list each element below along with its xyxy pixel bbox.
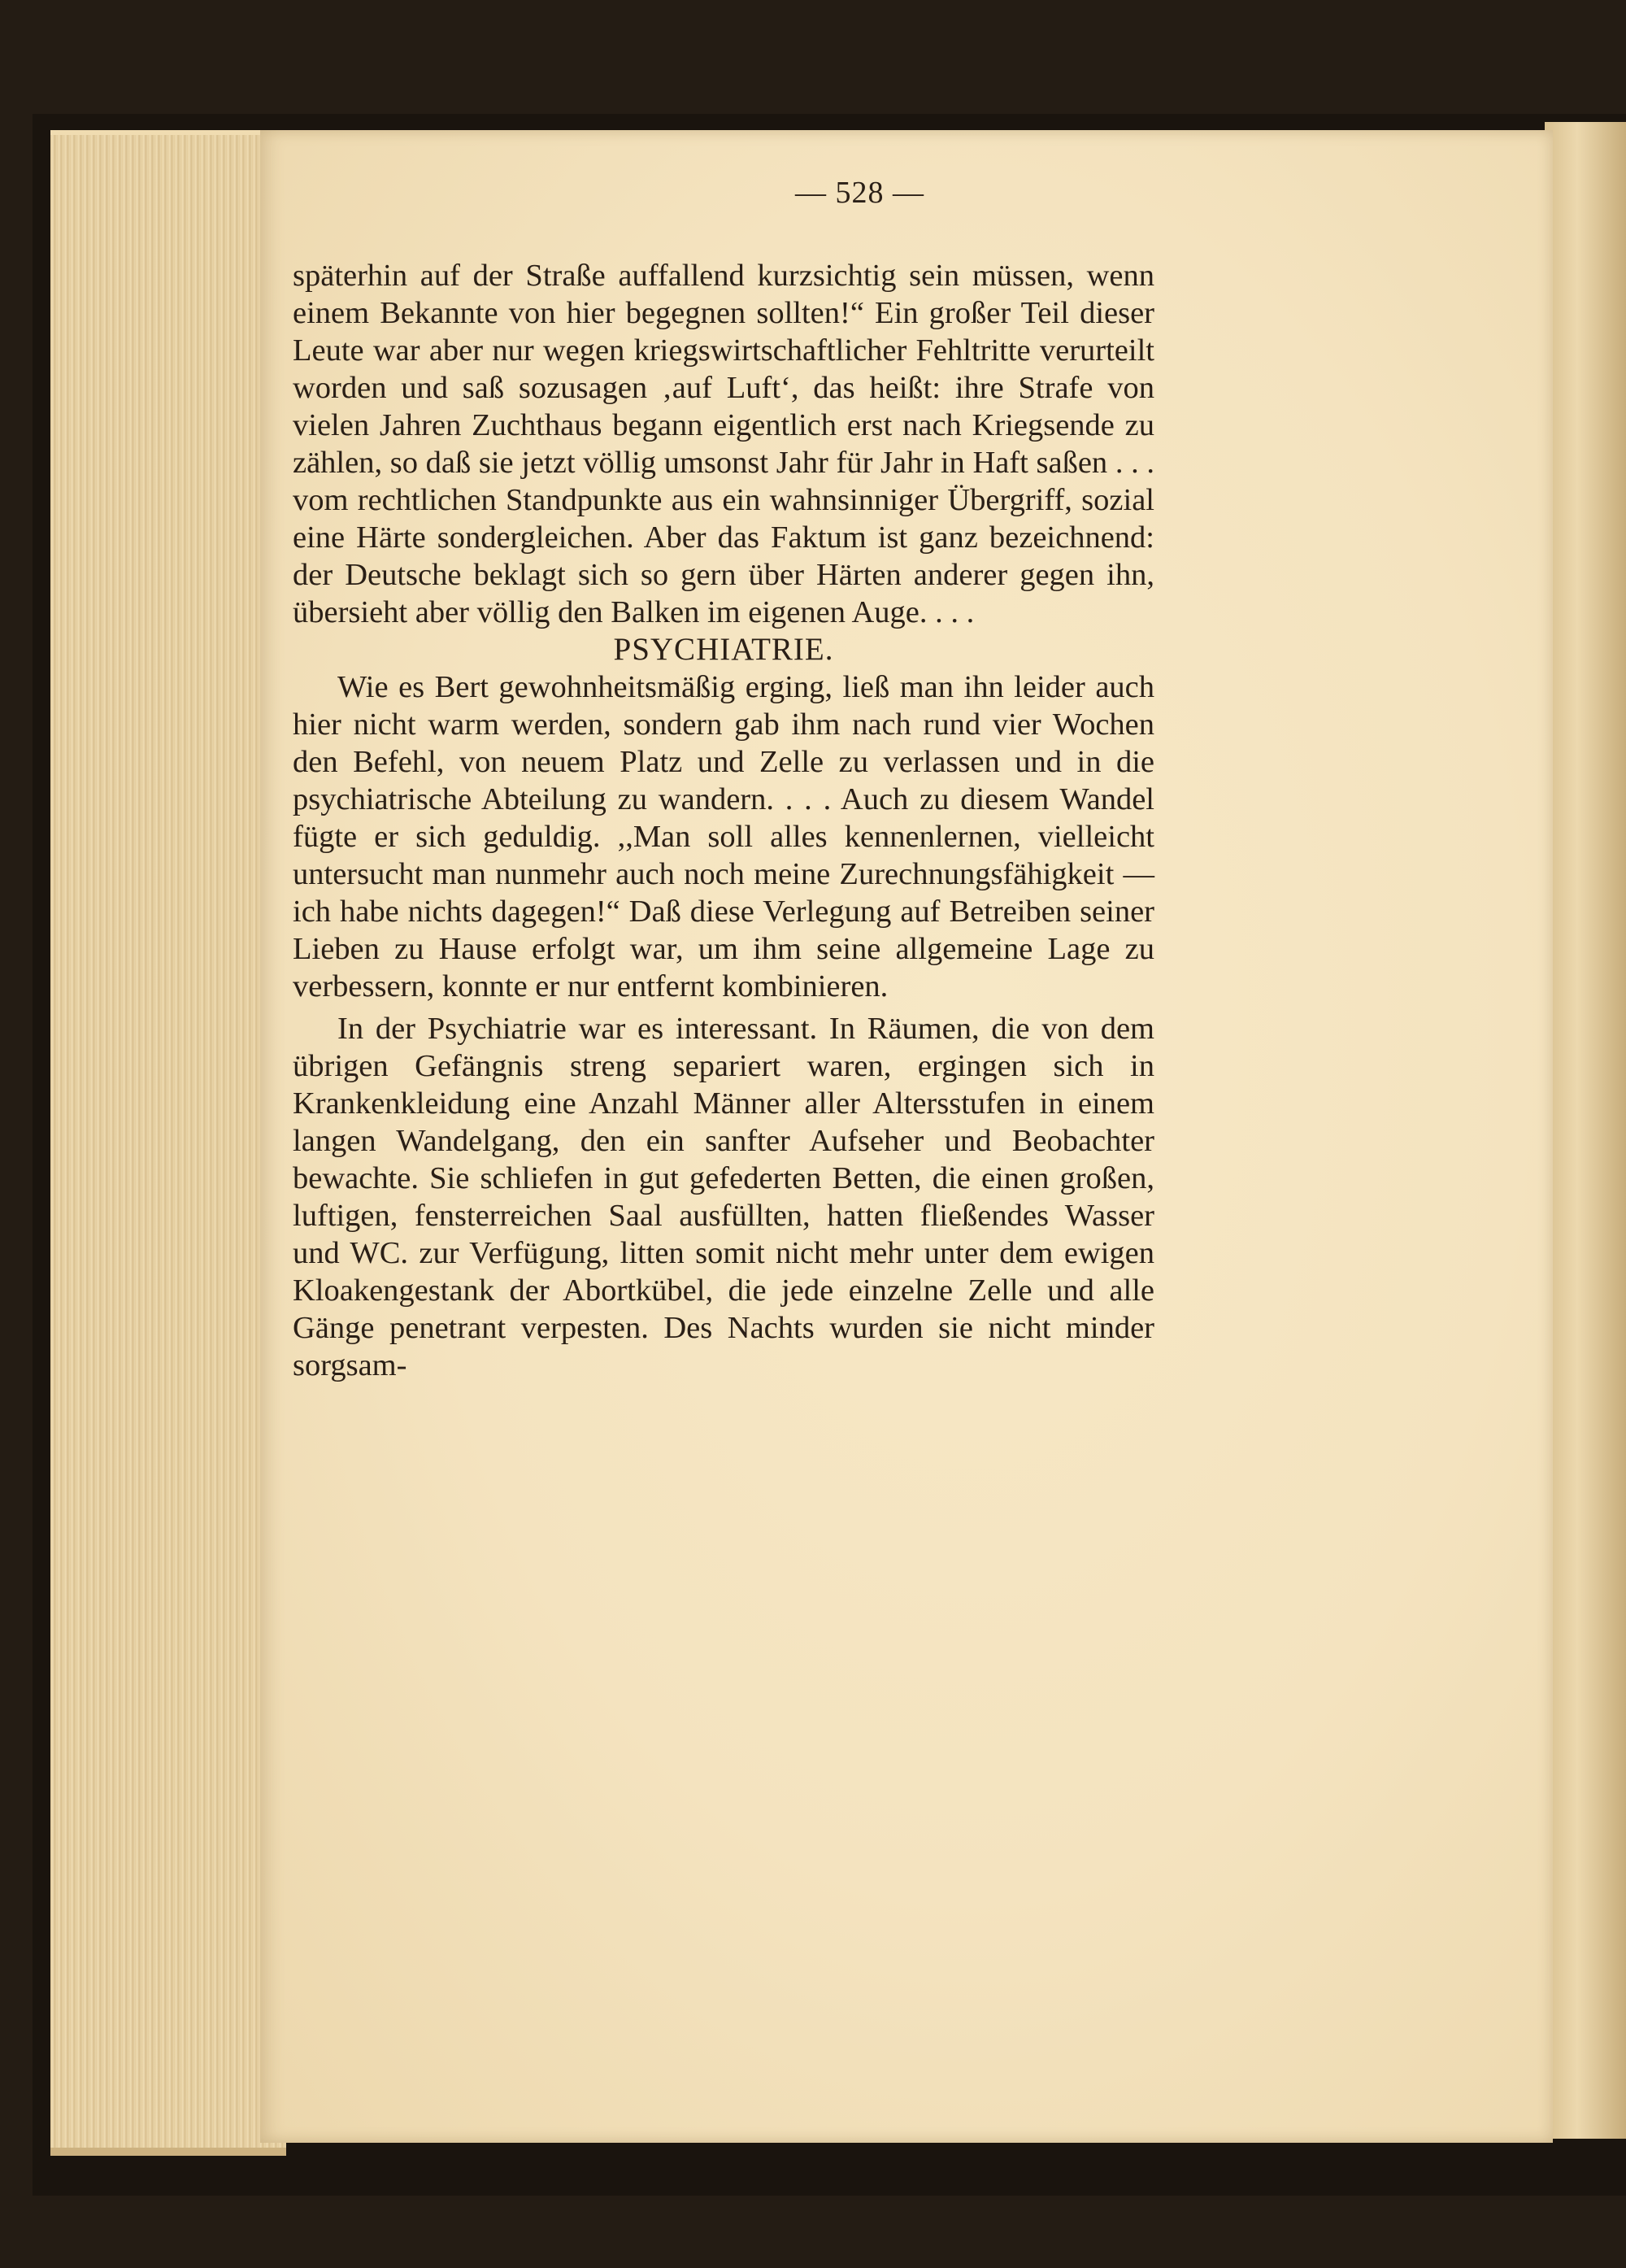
page-text: [293, 257, 1154, 1384]
facing-page-edge: [1545, 122, 1626, 2139]
paragraph-continued: späterhin auf der Straße auffallend kurzsichtig sein müssen, wenn einem Bekannte von hier begegnen sollten!“ Ein großer Teil dieser Leute war aber nur wegen kriegswirtschaftlicher Fehltritte verurteilt worden und saß sozusagen ‚auf Luft‘, das heißt: ihre Strafe von vielen Jahren Zuchthaus begann eigentlich erst nach Kriegsende zu zählen, so daß sie jetzt völlig umsonst Jahr für Jahr in Haft saßen . . . vom rechtlichen Standpunkte aus ein wahnsinniger Übergriff, sozial eine Härte sondergleichen. Aber das Faktum ist ganz bezeichnend: der Deutsche beklagt sich so gern über Härten anderer gegen ihn, übersieht aber völlig den Balken im eigenen Auge. . . .: [293, 259, 1154, 629]
page-block-edges: [50, 130, 286, 2156]
page-number: — 528 —: [795, 176, 924, 210]
paragraph: In der Psychiatrie war es interessant. In Räumen, die von dem übrigen Gefängnis streng separiert waren, ergingen sich in Krankenkleidung eine Anzahl Männer aller Altersstufen in einem langen Wandelgang, den ein sanfter Aufseher und Beobachter bewachte. Sie schliefen in gut gefederten Betten, die einen großen, luftigen, fensterreichen Saal ausfüllten, hatten fließendes Wasser und WC. zur Verfügung, litten somit nicht mehr unter dem ewigen Kloakengestank der Abortkübel, die jede einzelne Zelle und alle Gänge penetrant verpesten. Des Nachts wurden sie nicht minder sorgsam-: [293, 1012, 1154, 1382]
paragraph: Wie es Bert gewohnheitsmäßig erging, ließ man ihn leider auch hier nicht warm werden, sondern gab ihm nach rund vier Wochen den Befehl, von neuem Platz und Zelle zu verlassen und in die psychiatrische Abteilung zu wandern. . . . Auch zu diesem Wandel fügte er sich geduldig. ,,Man soll alles kennenlernen, vielleicht untersucht man nunmehr auch noch meine Zurechnungsfähigkeit — ich habe nichts dagegen!“ Daß diese Verlegung auf Betreiben seiner Lieben zu Hause erfolgt war, um ihm seine allgemeine Lage zu verbessern, konnte er nur entfernt kombinieren.: [293, 670, 1154, 1003]
section-heading: PSYCHIATRIE.: [613, 632, 834, 667]
